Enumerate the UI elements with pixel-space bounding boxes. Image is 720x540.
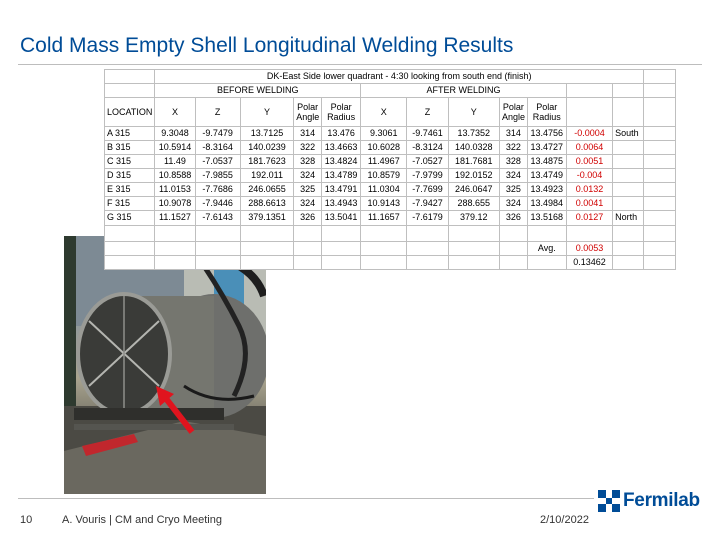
before-cell: 13.4663 bbox=[322, 140, 361, 154]
difference-cell: 0.0041 bbox=[566, 197, 612, 211]
cylinder-photo bbox=[64, 236, 266, 494]
after-cell: 192.0152 bbox=[448, 168, 499, 182]
after-cell: 13.4749 bbox=[527, 168, 566, 182]
after-cell: -7.0527 bbox=[407, 154, 448, 168]
before-welding-label: BEFORE WELDING bbox=[155, 84, 361, 98]
before-cell: 13.476 bbox=[322, 126, 361, 140]
extra-row bbox=[105, 255, 676, 269]
after-cell: 325 bbox=[499, 183, 527, 197]
before-cell: 13.4791 bbox=[322, 183, 361, 197]
title-divider bbox=[18, 64, 702, 65]
column-header: Polar Angle bbox=[294, 98, 322, 126]
after-cell: 13.7352 bbox=[448, 126, 499, 140]
spacer-row bbox=[105, 225, 676, 241]
after-cell: 181.7681 bbox=[448, 154, 499, 168]
column-header-row bbox=[105, 98, 676, 126]
after-cell: 246.0647 bbox=[448, 183, 499, 197]
difference-cell: 0.0132 bbox=[566, 183, 612, 197]
column-header: LOCATION bbox=[105, 98, 155, 126]
after-cell: 10.6028 bbox=[361, 140, 407, 154]
note-cell bbox=[613, 183, 644, 197]
before-cell: 11.0153 bbox=[155, 183, 195, 197]
empty-cell bbox=[644, 126, 676, 140]
avg-label: Avg. bbox=[527, 241, 566, 255]
difference-cell: -0.0004 bbox=[566, 126, 612, 140]
extra-value: 0.13462 bbox=[566, 255, 612, 269]
logo-text: Fermilab bbox=[623, 490, 700, 511]
empty-cell bbox=[644, 183, 676, 197]
after-cell: 140.0328 bbox=[448, 140, 499, 154]
before-cell: 324 bbox=[294, 168, 322, 182]
after-cell: -7.9799 bbox=[407, 168, 448, 182]
after-cell: 326 bbox=[499, 211, 527, 225]
before-cell: 325 bbox=[294, 183, 322, 197]
note-cell bbox=[613, 168, 644, 182]
location-cell: G 315 bbox=[105, 211, 155, 225]
after-cell: -8.3124 bbox=[407, 140, 448, 154]
after-cell: -7.9427 bbox=[407, 197, 448, 211]
after-cell: -9.7461 bbox=[407, 126, 448, 140]
before-cell: 246.0655 bbox=[240, 183, 293, 197]
before-cell: -8.3164 bbox=[195, 140, 240, 154]
caption-row bbox=[105, 70, 676, 84]
after-cell: 13.4923 bbox=[527, 183, 566, 197]
fermilab-logo bbox=[598, 489, 700, 513]
before-cell: 13.7125 bbox=[240, 126, 293, 140]
before-cell: -7.9446 bbox=[195, 197, 240, 211]
empty-cell bbox=[644, 197, 676, 211]
before-cell: 10.8588 bbox=[155, 168, 195, 182]
empty-cell bbox=[644, 140, 676, 154]
after-cell: 324 bbox=[499, 168, 527, 182]
before-cell: 181.7623 bbox=[240, 154, 293, 168]
empty-cell bbox=[644, 154, 676, 168]
after-cell: 13.4875 bbox=[527, 154, 566, 168]
before-cell: 192.011 bbox=[240, 168, 293, 182]
table-row bbox=[105, 154, 676, 168]
group-header-row bbox=[105, 84, 676, 98]
after-cell: -7.6179 bbox=[407, 211, 448, 225]
after-cell: 11.4967 bbox=[361, 154, 407, 168]
after-cell: 10.8579 bbox=[361, 168, 407, 182]
location-cell: F 315 bbox=[105, 197, 155, 211]
location-cell: A 315 bbox=[105, 126, 155, 140]
after-cell: 324 bbox=[499, 197, 527, 211]
before-cell: 9.3048 bbox=[155, 126, 195, 140]
column-header: X bbox=[155, 98, 195, 126]
note-cell bbox=[613, 154, 644, 168]
before-cell: 288.6613 bbox=[240, 197, 293, 211]
column-header: Polar Radius bbox=[527, 98, 566, 126]
footer-presenter: A. Vouris | CM and Cryo Meeting bbox=[62, 514, 222, 526]
after-cell: -7.7699 bbox=[407, 183, 448, 197]
column-header: Polar Radius bbox=[322, 98, 361, 126]
note-cell: North bbox=[613, 211, 644, 225]
before-cell: 13.4824 bbox=[322, 154, 361, 168]
after-cell: 13.4727 bbox=[527, 140, 566, 154]
location-cell: C 315 bbox=[105, 154, 155, 168]
footer-divider bbox=[18, 498, 594, 499]
footer-date: 2/10/2022 bbox=[540, 514, 589, 526]
difference-cell: 0.0127 bbox=[566, 211, 612, 225]
page-number: 10 bbox=[20, 514, 33, 526]
column-header: Y bbox=[448, 98, 499, 126]
difference-cell: -0.004 bbox=[566, 168, 612, 182]
table-row bbox=[105, 183, 676, 197]
before-cell: 324 bbox=[294, 197, 322, 211]
before-cell: -7.7686 bbox=[195, 183, 240, 197]
welding-results-table bbox=[104, 69, 676, 270]
after-cell: 11.0304 bbox=[361, 183, 407, 197]
after-cell: 10.9143 bbox=[361, 197, 407, 211]
before-cell: 11.49 bbox=[155, 154, 195, 168]
column-header: Polar Angle bbox=[499, 98, 527, 126]
before-cell: -7.9855 bbox=[195, 168, 240, 182]
after-cell: 13.4756 bbox=[527, 126, 566, 140]
after-cell: 322 bbox=[499, 140, 527, 154]
after-welding-label: AFTER WELDING bbox=[361, 84, 567, 98]
table-row bbox=[105, 126, 676, 140]
before-cell: -7.6143 bbox=[195, 211, 240, 225]
after-cell: 13.4984 bbox=[527, 197, 566, 211]
before-cell: 11.1527 bbox=[155, 211, 195, 225]
column-header: Z bbox=[195, 98, 240, 126]
before-cell: 379.1351 bbox=[240, 211, 293, 225]
after-cell: 13.5168 bbox=[527, 211, 566, 225]
before-cell: 10.9078 bbox=[155, 197, 195, 211]
empty-cell bbox=[644, 211, 676, 225]
before-cell: 13.5041 bbox=[322, 211, 361, 225]
slide-title: Cold Mass Empty Shell Longitudinal Welding Results bbox=[20, 34, 514, 57]
after-cell: 328 bbox=[499, 154, 527, 168]
note-cell bbox=[613, 197, 644, 211]
after-cell: 11.1657 bbox=[361, 211, 407, 225]
note-cell bbox=[613, 140, 644, 154]
after-cell: 314 bbox=[499, 126, 527, 140]
table-row bbox=[105, 140, 676, 154]
after-cell: 9.3061 bbox=[361, 126, 407, 140]
difference-cell: 0.0064 bbox=[566, 140, 612, 154]
table-row bbox=[105, 168, 676, 182]
column-header: Z bbox=[407, 98, 448, 126]
after-cell: 288.655 bbox=[448, 197, 499, 211]
location-cell: B 315 bbox=[105, 140, 155, 154]
table-row bbox=[105, 197, 676, 211]
before-cell: 322 bbox=[294, 140, 322, 154]
location-cell: D 315 bbox=[105, 168, 155, 182]
note-cell: South bbox=[613, 126, 644, 140]
before-cell: 314 bbox=[294, 126, 322, 140]
column-header: Y bbox=[240, 98, 293, 126]
avg-value: 0.0053 bbox=[566, 241, 612, 255]
before-cell: 140.0239 bbox=[240, 140, 293, 154]
difference-cell: 0.0051 bbox=[566, 154, 612, 168]
before-cell: 13.4789 bbox=[322, 168, 361, 182]
before-cell: 13.4943 bbox=[322, 197, 361, 211]
before-cell: -9.7479 bbox=[195, 126, 240, 140]
before-cell: 328 bbox=[294, 154, 322, 168]
before-cell: 326 bbox=[294, 211, 322, 225]
empty-cell bbox=[644, 168, 676, 182]
fermilab-logo-icon bbox=[598, 490, 620, 512]
before-cell: -7.0537 bbox=[195, 154, 240, 168]
table-caption: DK-East Side lower quadrant - 4:30 looking from south end (finish) bbox=[155, 70, 644, 84]
table-row bbox=[105, 211, 676, 225]
location-cell: E 315 bbox=[105, 183, 155, 197]
before-cell: 10.5914 bbox=[155, 140, 195, 154]
after-cell: 379.12 bbox=[448, 211, 499, 225]
average-row bbox=[105, 241, 676, 255]
column-header: X bbox=[361, 98, 407, 126]
